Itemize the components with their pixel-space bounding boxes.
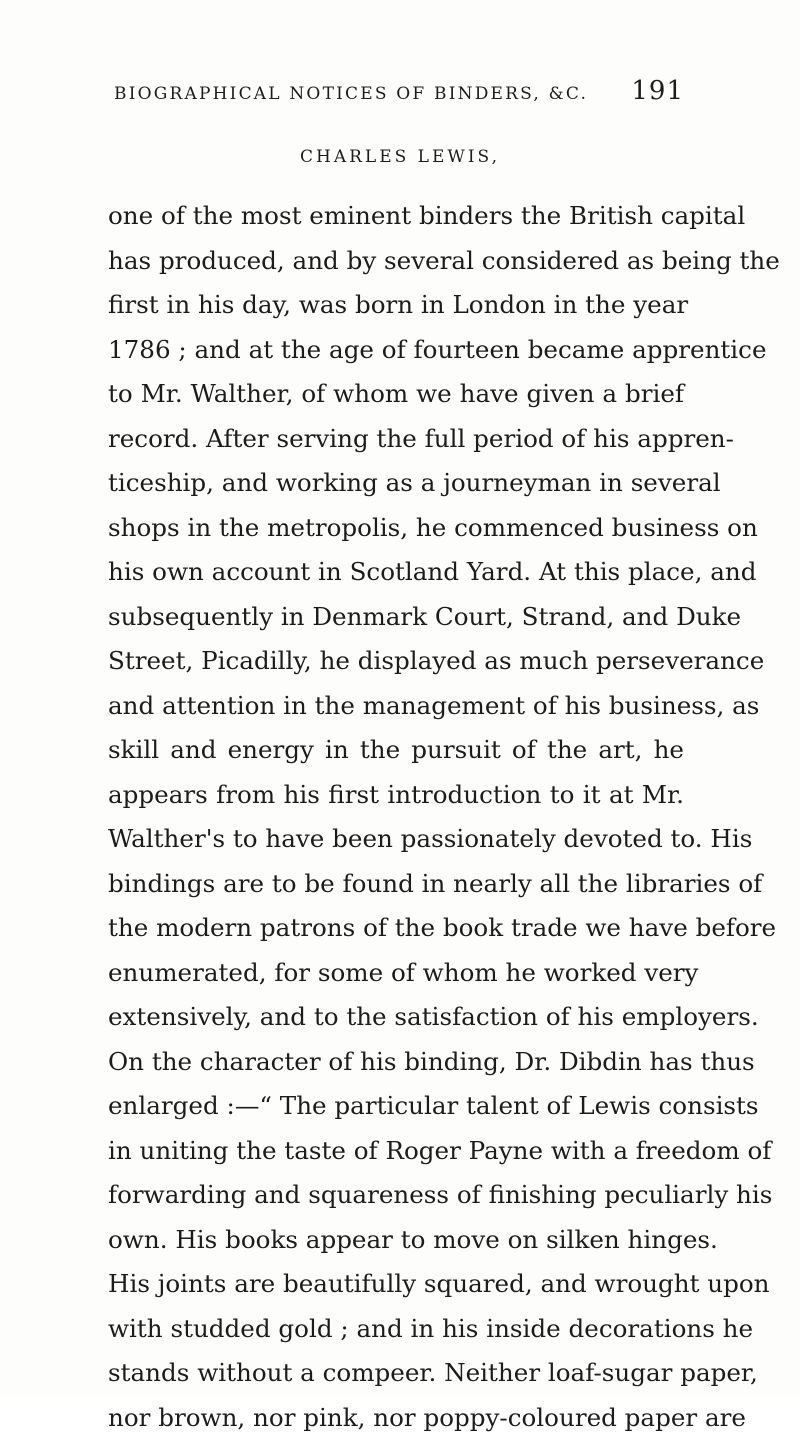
text-line: enlarged :—“ The particular talent of Lewis consists: [108, 1084, 684, 1129]
section-heading: CHARLES LEWIS,: [0, 147, 800, 167]
text-line: Street, Picadilly, he displayed as much perseverance: [108, 639, 684, 684]
text-line: On the character of his binding, Dr. Dibdin has thus: [108, 1040, 684, 1085]
text-line: 1786 ; and at the age of fourteen became apprentice: [108, 328, 684, 373]
text-line: shops in the metropolis, he commenced business on: [108, 506, 684, 551]
text-line: one of the most eminent binders the British capital: [108, 194, 684, 239]
text-line: forwarding and squareness of finishing peculiarly his: [108, 1173, 684, 1218]
text-line: subsequently in Denmark Court, Strand, and Duke: [108, 595, 684, 640]
running-title: BIOGRAPHICAL NOTICES OF BINDERS, &C.: [114, 84, 588, 104]
text-line: has produced, and by several considered as being the: [108, 239, 684, 284]
text-line: stands without a compeer. Neither loaf-sugar paper,: [108, 1351, 684, 1396]
text-line: and attention in the management of his business, as: [108, 684, 684, 729]
text-line: appears from his first introduction to it at Mr.: [108, 773, 684, 818]
text-line: the modern patrons of the book trade we have before: [108, 906, 684, 951]
text-line: first in his day, was born in London in the year: [108, 283, 684, 328]
text-line: in uniting the taste of Roger Payne with a freedom of: [108, 1129, 684, 1174]
text-line: own. His books appear to move on silken hinges.: [108, 1218, 684, 1263]
text-line: enumerated, for some of whom he worked very: [108, 951, 684, 996]
text-line: ticeship, and working as a journeyman in several: [108, 461, 684, 506]
text-line: bindings are to be found in nearly all the libraries of: [108, 862, 684, 907]
text-line: with studded gold ; and in his inside decorations he: [108, 1307, 684, 1352]
text-line: extensively, and to the satisfaction of his employers.: [108, 995, 684, 1040]
text-line: to Mr. Walther, of whom we have given a brief: [108, 372, 684, 417]
page-number: 191: [631, 76, 684, 106]
text-line: record. After serving the full period of his appren-: [108, 417, 684, 462]
text-line: Walther's to have been passionately devoted to. His: [108, 817, 684, 862]
text-line: his own account in Scotland Yard. At this place, and: [108, 550, 684, 595]
body-text: [108, 194, 684, 1440]
running-head: [114, 76, 684, 116]
text-line: nor brown, nor pink, nor poppy-coloured paper are: [108, 1396, 684, 1440]
text-line: skill and energy in the pursuit of the art, he: [108, 728, 684, 773]
text-line: His joints are beautifully squared, and wrought upon: [108, 1262, 684, 1307]
